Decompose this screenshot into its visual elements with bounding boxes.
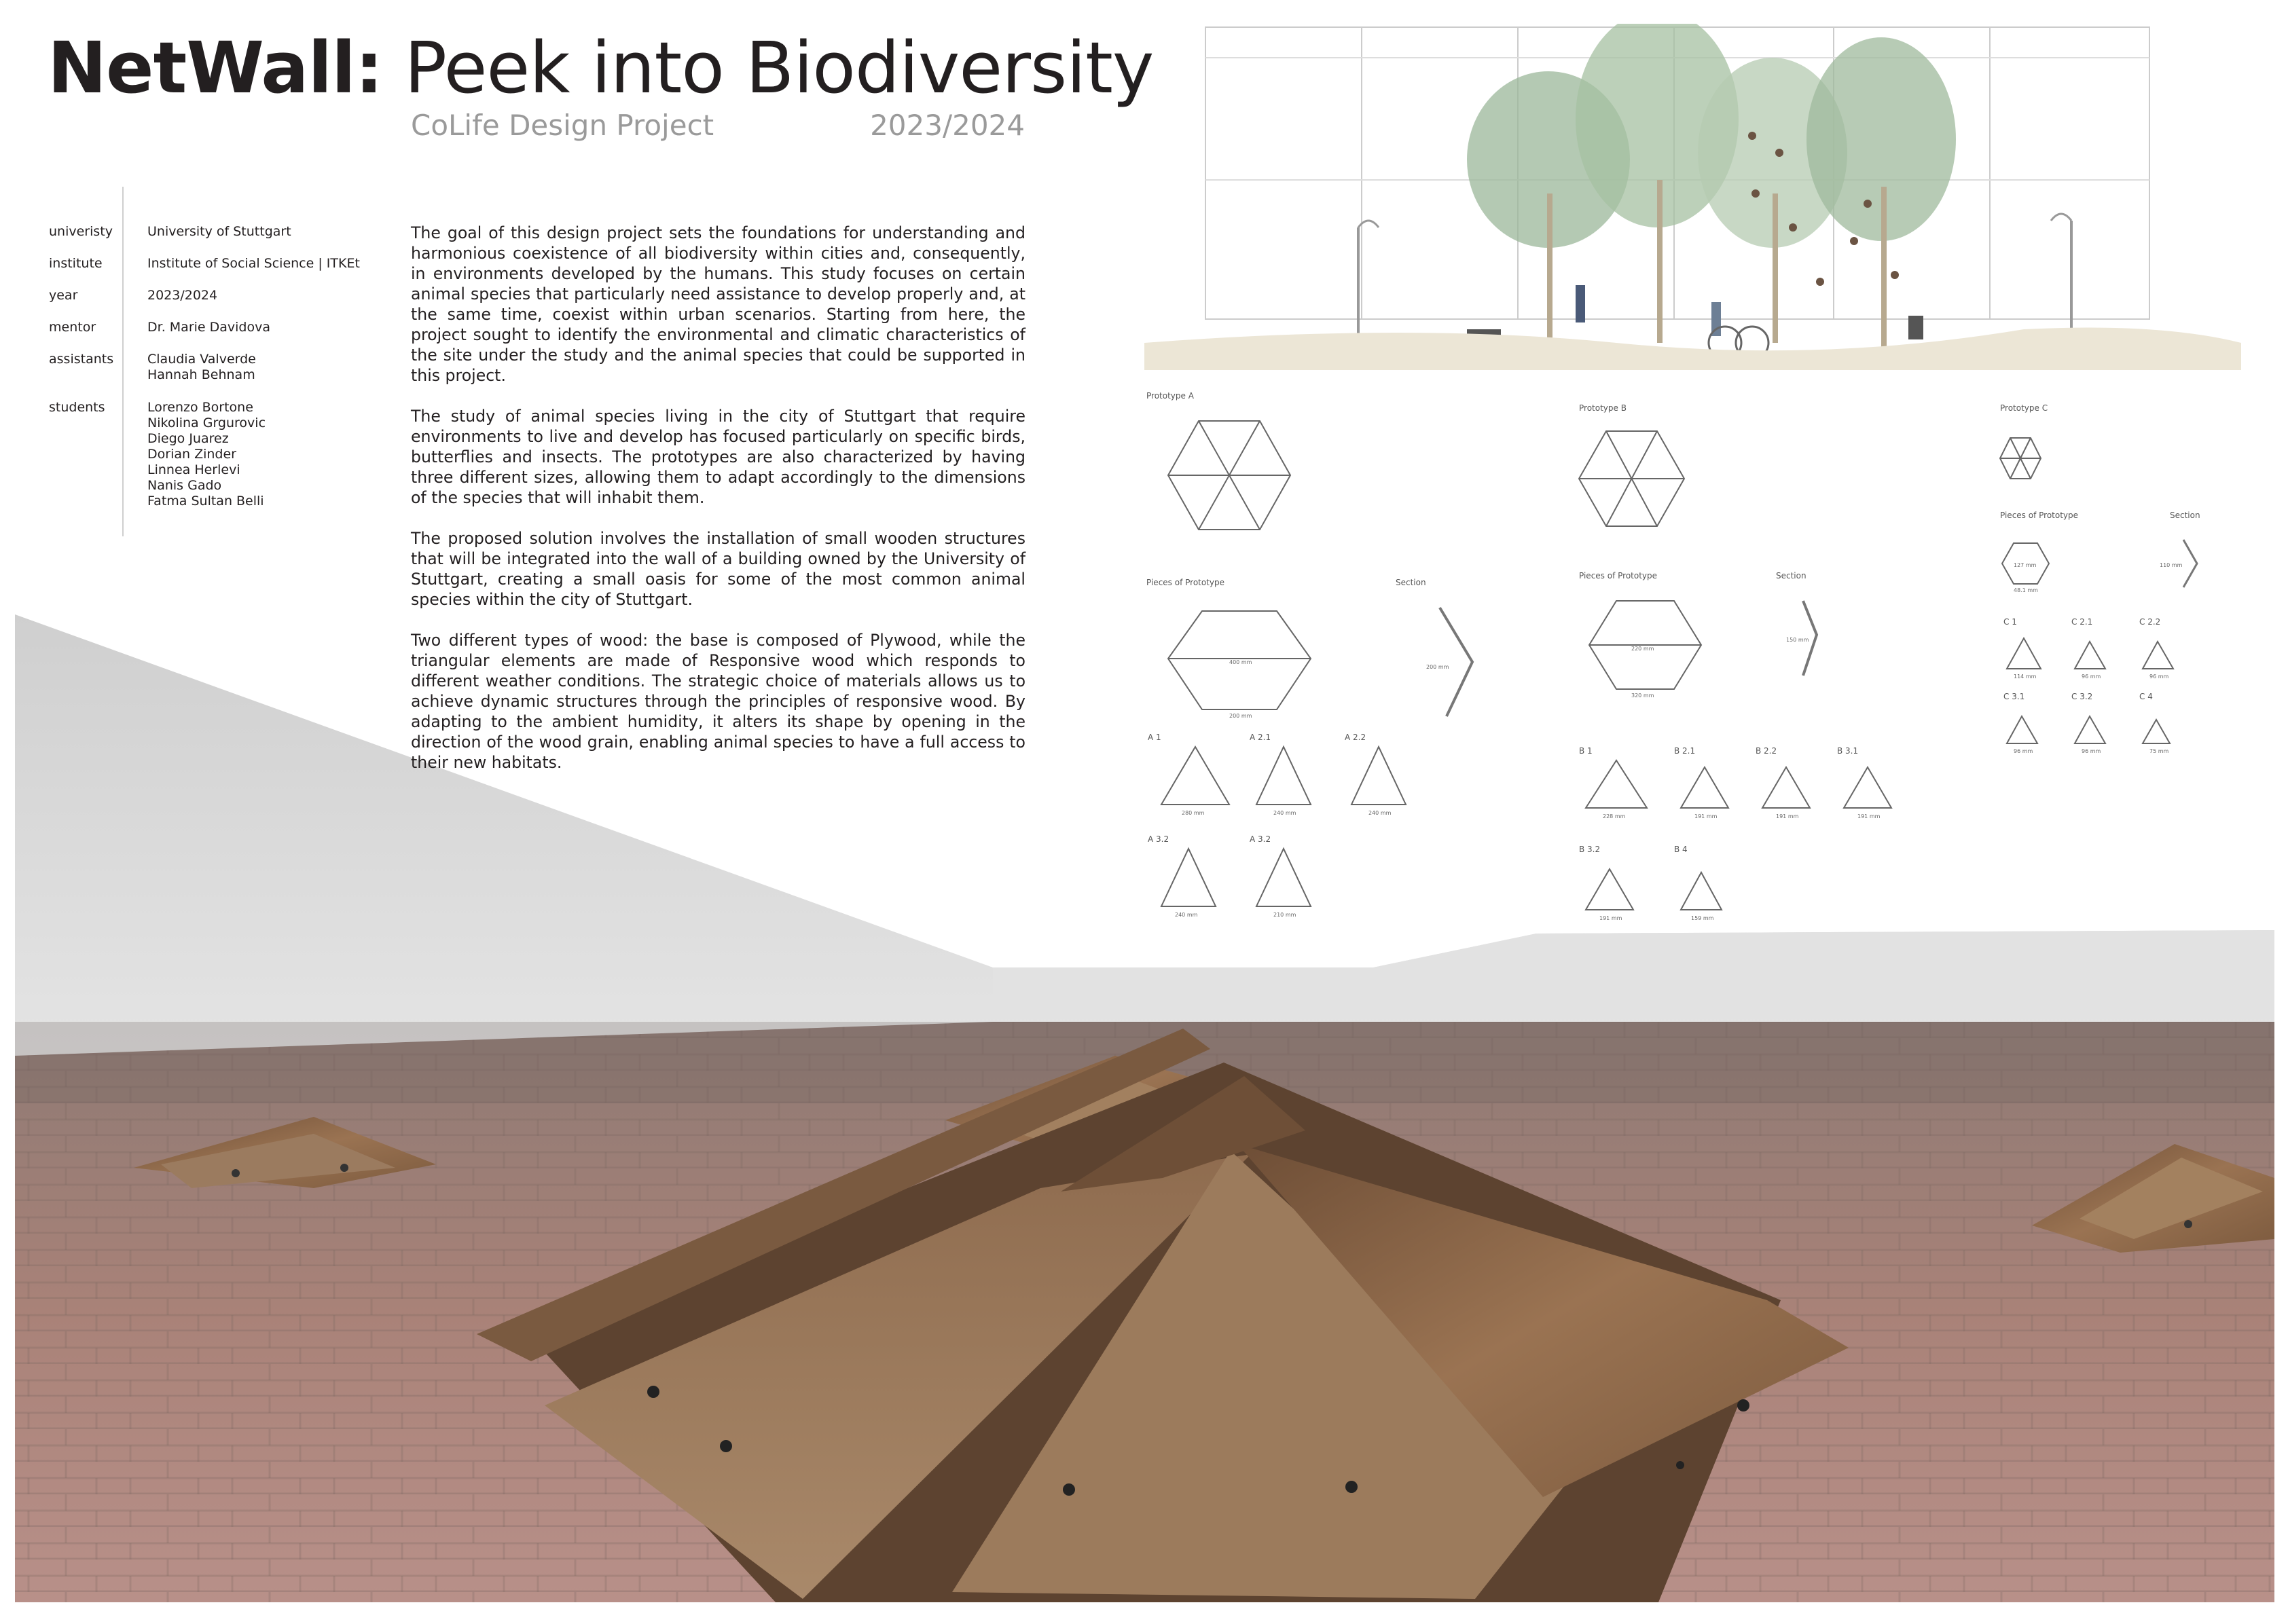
a-triangles [1161,747,1406,906]
dim-c-bottom: 48.1 mm [2014,587,2038,593]
piece-b22: B 2.2 [1756,746,1777,756]
prototype-c-hex [2000,438,2041,479]
label-b-section: Section [1776,571,1806,580]
meta-key: univeristy [49,224,113,239]
dim-a-section: 200 mm [1426,664,1449,670]
meta-key: institute [49,256,103,271]
paragraph: The goal of this design project sets the foundations for understanding and harmonious coexistence of all biodiversity within cities and, consequently, in environments developed by the humans. This study focuses on certain animal species that particularly need assistance to develop properly and, at the same time, coexist within urban scenarios. Starting from here, the project sought to identify the environmental and climatic characteristics of the site under the study and the animal species that could be supported in this project. [411,223,1025,385]
dim-a1: 280 mm [1182,810,1205,816]
prototype-b-hex [1579,431,1684,526]
student-name: Fatma Sultan Belli [147,494,264,509]
student-name: Nanis Gado [147,478,222,493]
poster-title [48,26,1153,111]
label-prototype-a: Prototype A [1146,391,1194,401]
dim-b1: 228 mm [1603,813,1626,819]
student-name: Dorian Zinder [147,447,236,462]
piece-b4: B 4 [1674,845,1688,854]
student-name: Linnea Herlevi [147,462,240,477]
dim-c-width: 127 mm [2014,562,2037,568]
piece-b1: B 1 [1579,746,1593,756]
dim-c21: 96 mm [2082,673,2101,680]
piece-b32: B 3.2 [1579,845,1601,854]
dim-b32: 191 mm [1599,915,1622,921]
dim-a32b: 210 mm [1273,912,1296,918]
dim-c22: 96 mm [2149,673,2169,680]
meta-value: University of Stuttgart [147,224,291,239]
dim-b22: 191 mm [1776,813,1799,819]
piece-a22: A 2.2 [1345,733,1366,742]
dim-c31: 96 mm [2014,748,2033,754]
student-name: Diego Juarez [147,431,229,446]
section-a [1440,608,1472,716]
piece-b31: B 3.1 [1837,746,1859,756]
dim-c-section: 110 mm [2160,562,2183,568]
dim-b4: 159 mm [1691,915,1714,921]
meta-value: 2023/2024 [147,288,218,303]
project-description [411,223,1025,793]
label-c-pieces: Pieces of Prototype [2000,511,2079,520]
dim-b31: 191 mm [1857,813,1881,819]
technical-drawings [1141,24,2255,961]
dim-c32: 96 mm [2082,748,2101,754]
piece-c21: C 2.1 [2071,617,2093,627]
meta-value [147,352,378,383]
meta-key: students [49,400,105,415]
label-prototype-b: Prototype B [1579,403,1627,413]
dim-a21: 240 mm [1273,810,1296,816]
prototype-a-hex [1168,421,1290,530]
dim-a32a: 240 mm [1175,912,1198,918]
piece-c4: C 4 [2139,692,2153,701]
piece-a32a: A 3.2 [1148,834,1169,844]
c-triangles [2007,638,2173,743]
dim-b21: 191 mm [1694,813,1718,819]
piece-c1: C 1 [2003,617,2017,627]
dim-b-width: 220 mm [1631,646,1654,652]
paragraph: The proposed solution involves the installation of small wooden structures that will be integrated into the wall of a building owned by the University of Stuttgart, creating a small oasis for some of the most common animal species within the city of Stuttgart. [411,529,1025,609]
piece-c32: C 3.2 [2071,692,2093,701]
meta-key: year [49,288,78,303]
label-a-pieces: Pieces of Prototype [1146,578,1225,587]
title-bold: NetWall: [48,26,383,109]
paragraph: The study of animal species living in the city of Stuttgart that require environments to live and develop has focused particularly on specific birds, butterflies and insects. The prototypes are also characterized by having three different sizes, allowing them to adapt accordingly to the dimensions of the species that will inhabit them. [411,407,1025,507]
label-b-pieces: Pieces of Prototype [1579,571,1658,580]
year-range: 2023/2024 [870,109,1025,142]
assistant-name: Hannah Behnam [147,367,255,382]
meta-value [147,400,378,509]
section-c [2183,540,2197,587]
b-triangles [1586,760,1891,910]
dim-c1: 114 mm [2014,673,2037,680]
subtitle: CoLife Design Project [411,109,714,142]
dim-b-bottom: 320 mm [1631,693,1654,699]
student-name: Lorenzo Bortone [147,400,253,415]
meta-value: Institute of Social Science | ITKEt [147,256,360,271]
paragraph: Two different types of wood: the base is composed of Plywood, while the triangular elements are made of Responsive wood which responds to different weather conditions. The strategic choice of materials allows us to achieve dynamic structures through the principles of responsive wood. By adapting to the ambient humidity, it alters its shape by opening in the direction of the wood grain, enabling animal species to have a full access to their new habitats. [411,631,1025,772]
dim-c4: 75 mm [2149,748,2169,754]
dim-b-section: 150 mm [1786,637,1809,643]
title-rest: Peek into Biodiversity [382,26,1154,109]
piece-a1: A 1 [1148,733,1161,742]
assistant-name: Claudia Valverde [147,352,256,367]
piece-b21: B 2.1 [1674,746,1696,756]
dim-a22: 240 mm [1368,810,1392,816]
dim-a-width: 400 mm [1229,659,1252,665]
piece-a32b: A 3.2 [1250,834,1271,844]
dim-a-bottom: 200 mm [1229,713,1252,719]
meta-key: assistants [49,352,114,367]
piece-c22: C 2.2 [2139,617,2161,627]
elevation-drawing [1144,24,2241,370]
piece-c31: C 3.1 [2003,692,2025,701]
piece-a21: A 2.1 [1250,733,1271,742]
label-prototype-c: Prototype C [2000,403,2048,413]
meta-key: mentor [49,320,96,335]
prototype-b-pieces-hex [1589,601,1701,689]
label-a-section: Section [1396,578,1426,587]
meta-value: Dr. Marie Davidova [147,320,271,335]
student-name: Nikolina Grgurovic [147,416,266,430]
label-c-section: Section [2170,511,2200,520]
